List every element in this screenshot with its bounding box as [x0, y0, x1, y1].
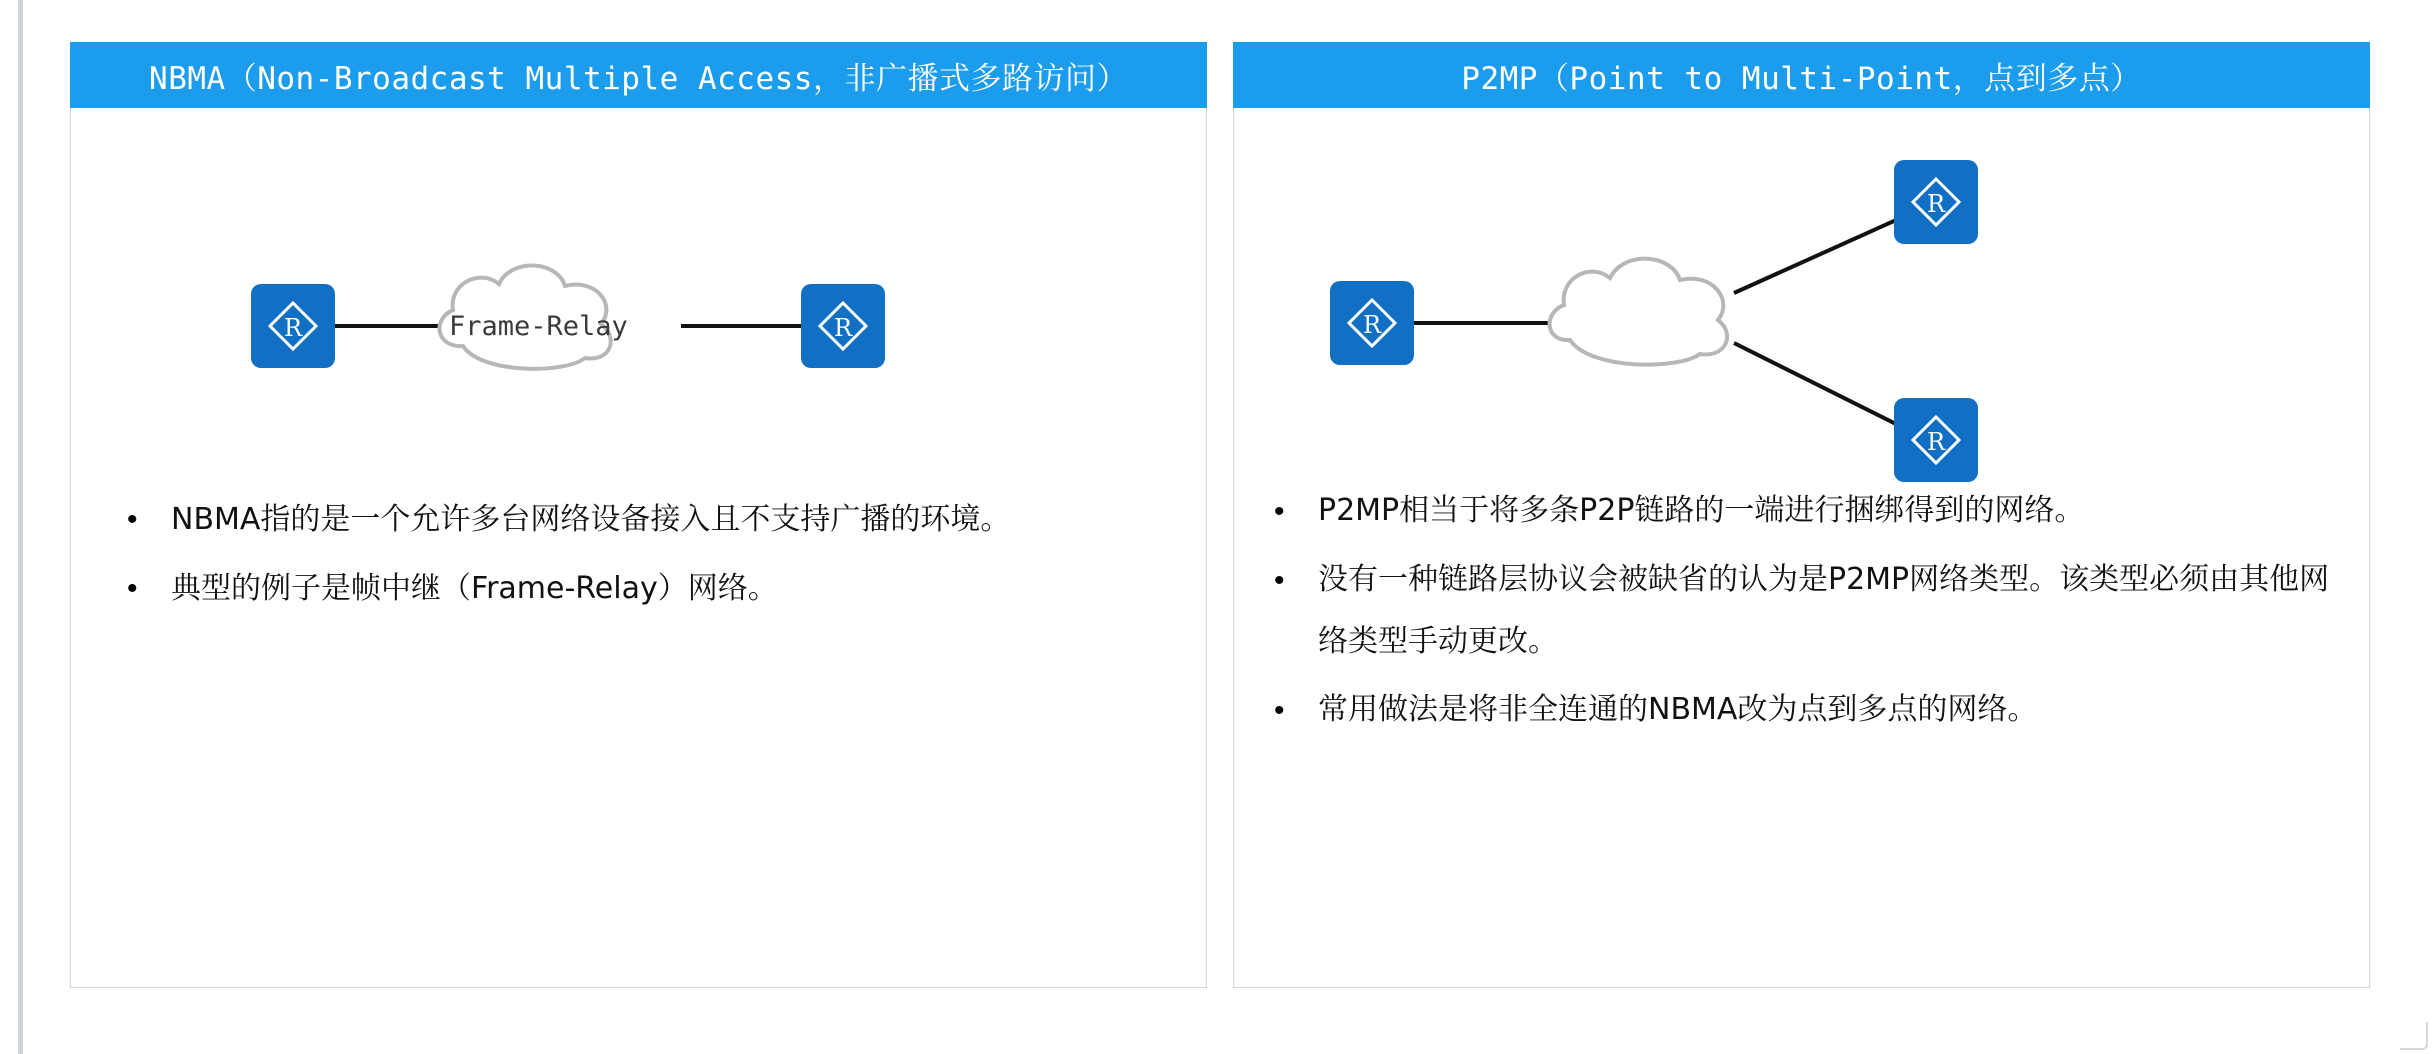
list-item: [127, 488, 1178, 551]
list-item-text: P2MP相当于将多条P2P链路的一端进行捆绑得到的网络。: [1318, 493, 2085, 528]
bullet-marker: •: [1274, 495, 1285, 528]
router-icon-bottom-right: [1894, 398, 1978, 482]
diagram-nbma: [71, 108, 1206, 488]
router-glyph: [1343, 294, 1401, 352]
router-icon-top-right: [1894, 160, 1978, 244]
bullet-list-nbma: [71, 488, 1178, 626]
page-corner-marker: [2400, 1022, 2428, 1050]
svg-text:R: R: [1926, 190, 1946, 218]
two-column-layout: [70, 42, 2370, 988]
list-item: [127, 557, 1178, 620]
cloud-label-frame-relay: Frame-Relay: [449, 311, 628, 342]
list-item-text: 没有一种链路层协议会被缺省的认为是P2MP网络类型。该类型必须由其他网络类型手动更改。: [1318, 562, 2330, 659]
list-item: [1274, 679, 2341, 742]
list-item-text: 常用做法是将非全连通的NBMA改为点到多点的网络。: [1318, 692, 2038, 727]
column-header-p2mp: P2MP（Point to Multi-Point，点到多点）: [1233, 42, 2370, 108]
list-item: [1274, 549, 2341, 673]
bullet-marker: •: [127, 503, 138, 536]
list-item: [1274, 480, 2341, 543]
router-glyph: [1907, 173, 1965, 231]
column-nbma: [70, 42, 1207, 988]
column-body-p2mp: [1233, 108, 2370, 988]
bullet-marker: •: [1274, 694, 1285, 727]
router-glyph: [264, 297, 322, 355]
router-glyph: [814, 297, 872, 355]
cloud-shape: [1550, 259, 1728, 365]
svg-text:R: R: [833, 314, 853, 342]
svg-text:R: R: [283, 314, 303, 342]
p2mp-links: [1234, 108, 2434, 488]
diagram-p2mp: [1234, 108, 2369, 488]
list-item-text: NBMA指的是一个允许多台网络设备接入且不支持广播的环境。: [171, 502, 1011, 537]
router-glyph: [1907, 411, 1965, 469]
router-icon-left: [1330, 281, 1414, 365]
column-header-nbma: NBMA（Non-Broadcast Multiple Access，非广播式多路访问）: [70, 42, 1207, 108]
router-icon-left: [251, 284, 335, 368]
column-p2mp: [1233, 42, 2370, 988]
bullet-list-p2mp: [1234, 480, 2341, 748]
router-icon-right: [801, 284, 885, 368]
svg-text:R: R: [1926, 428, 1946, 456]
bullet-marker: •: [127, 572, 138, 605]
column-body-nbma: [70, 108, 1207, 988]
bullet-marker: •: [1274, 564, 1285, 597]
list-item-text: 典型的例子是帧中继（Frame-Relay）网络。: [171, 571, 778, 606]
svg-text:R: R: [1362, 311, 1382, 339]
left-margin-rule: [18, 0, 23, 1054]
